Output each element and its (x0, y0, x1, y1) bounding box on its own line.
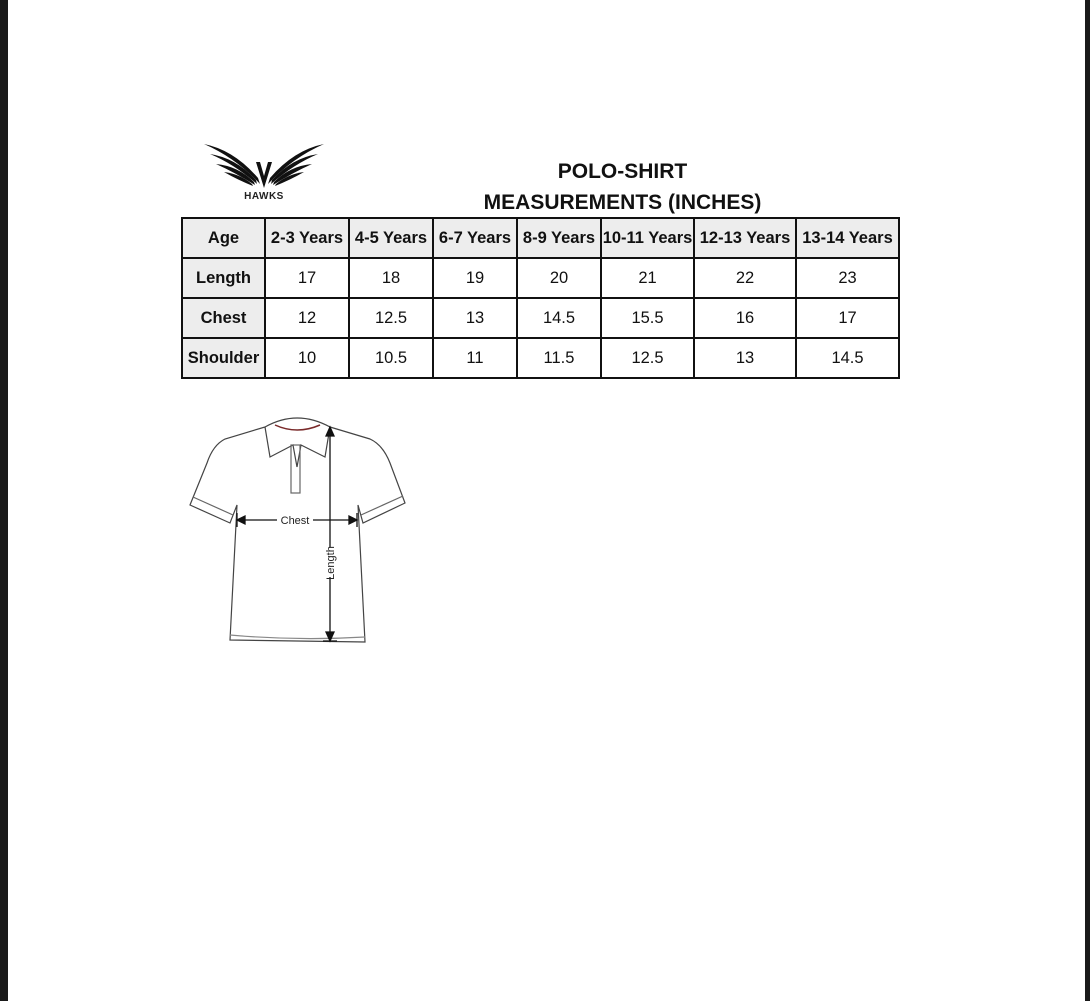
table-cell: 15.5 (601, 298, 694, 338)
row-label: Length (182, 258, 265, 298)
header-cell: 10-11 Years (601, 218, 694, 258)
table-cell: 13 (433, 298, 517, 338)
header-cell: 4-5 Years (349, 218, 433, 258)
page-title-line-1: POLO-SHIRT (557, 160, 688, 183)
polo-shirt-icon (185, 405, 415, 650)
header-cell: 2-3 Years (265, 218, 349, 258)
table-cell: 19 (433, 258, 517, 298)
row-label: Chest (182, 298, 265, 338)
wings-icon (200, 138, 328, 190)
page-title-line-2: MEASUREMENTS (INCHES) (483, 191, 762, 214)
table-cell: 22 (694, 258, 796, 298)
table-cell: 14.5 (796, 338, 899, 378)
table-header-row (182, 218, 899, 258)
left-edge-border (0, 0, 8, 1001)
table-cell: 10.5 (349, 338, 433, 378)
table-cell: 23 (796, 258, 899, 298)
table-cell: 11.5 (517, 338, 601, 378)
table-cell: 18 (349, 258, 433, 298)
size-chart-table (181, 217, 900, 379)
header-cell-age: Age (182, 218, 265, 258)
polo-shirt-diagram (185, 405, 415, 650)
logo-brand-text: HAWKS (244, 191, 284, 202)
hawks-logo (200, 138, 328, 206)
header-cell: 12-13 Years (694, 218, 796, 258)
right-edge-border (1085, 0, 1090, 1001)
table-row-shoulder (182, 338, 899, 378)
header-cell: 6-7 Years (433, 218, 517, 258)
header-cell: 13-14 Years (796, 218, 899, 258)
length-label: Length (325, 546, 337, 580)
table-cell: 12.5 (601, 338, 694, 378)
table-cell: 12.5 (349, 298, 433, 338)
table-cell: 11 (433, 338, 517, 378)
table-cell: 17 (796, 298, 899, 338)
table-cell: 16 (694, 298, 796, 338)
table-cell: 14.5 (517, 298, 601, 338)
chest-label: Chest (280, 515, 310, 527)
table-row-chest (182, 298, 899, 338)
table-cell: 20 (517, 258, 601, 298)
table-row-length (182, 258, 899, 298)
table-cell: 12 (265, 298, 349, 338)
header-cell: 8-9 Years (517, 218, 601, 258)
table-cell: 13 (694, 338, 796, 378)
table-cell: 10 (265, 338, 349, 378)
table-cell: 17 (265, 258, 349, 298)
table-cell: 21 (601, 258, 694, 298)
row-label: Shoulder (182, 338, 265, 378)
